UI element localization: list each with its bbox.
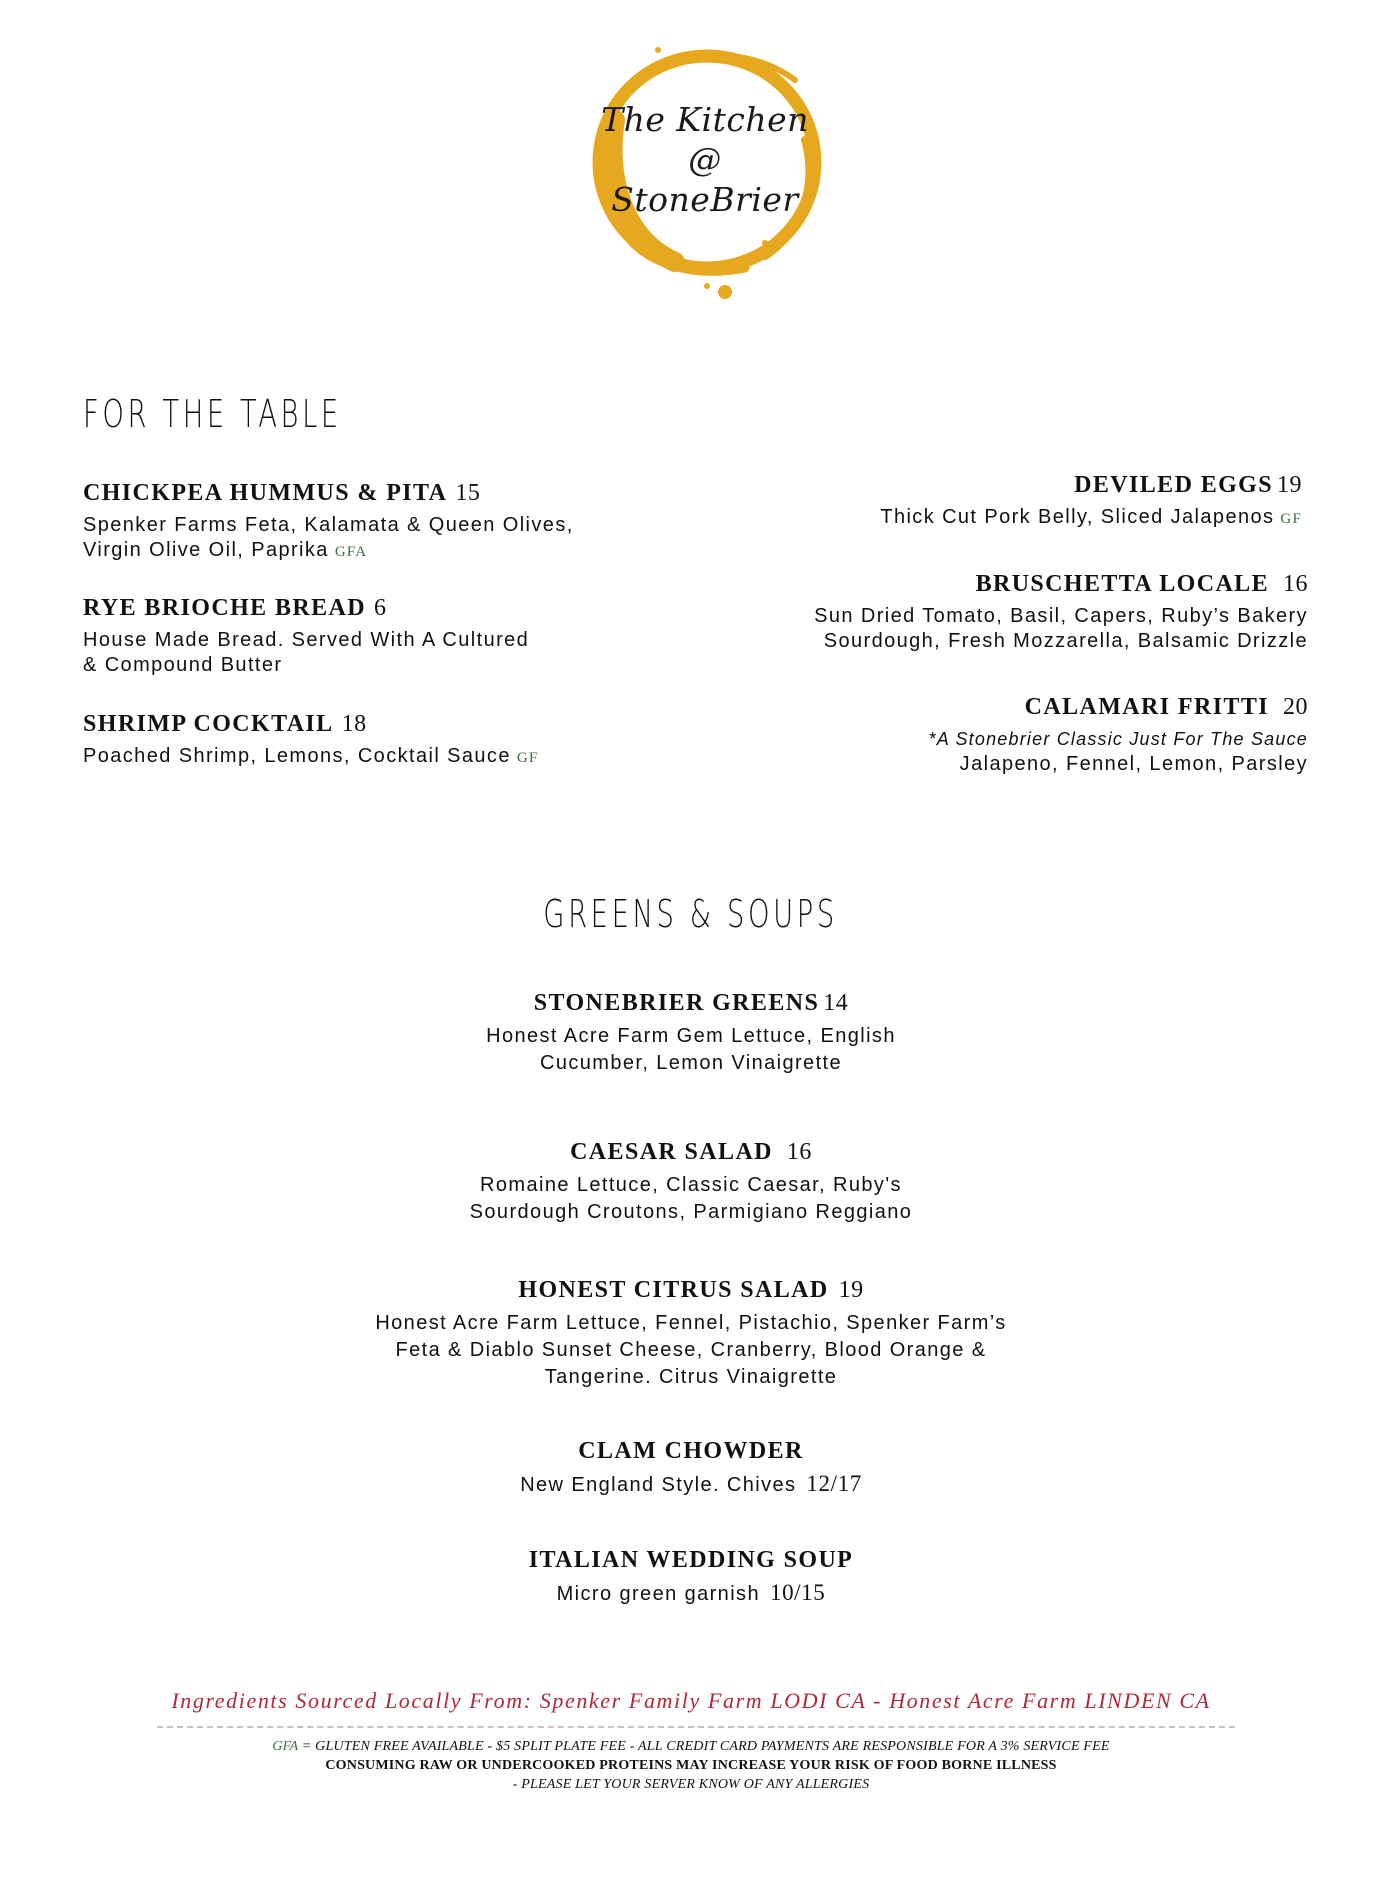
logo-line-3: StoneBrier: [611, 180, 799, 219]
item-title: DEVILED EGGS 19: [1074, 472, 1302, 498]
item-description: New England Style. Chives 12/17: [520, 1471, 862, 1496]
item-description: Romaine Lettuce, Classic Caesar, Ruby's: [480, 1174, 902, 1196]
footer-fee-wrapper: [0, 1737, 1382, 1755]
menu-item-clam-chowder: [0, 1438, 1382, 1498]
section-title-for-the-table: FOR THE TABLE: [83, 392, 342, 436]
item-description: & Compound Butter: [83, 654, 283, 676]
item-description: Sun Dried Tomato, Basil, Capers, Ruby’s Bakery: [814, 605, 1308, 627]
menu-item-chickpea-hummus: [83, 480, 703, 565]
section-title-greens-soups: GREENS & SOUPS: [543, 892, 839, 936]
item-title: CALAMARI FRITTI 20: [1024, 694, 1308, 720]
item-description: Jalapeno, Fennel, Lemon, Parsley: [959, 753, 1308, 775]
footer-sourcing-wrapper: [0, 1688, 1382, 1714]
menu-item-shrimp-cocktail: [83, 711, 703, 771]
item-description: Virgin Olive Oil, Paprika GFA: [83, 539, 368, 561]
item-price: 19: [838, 1277, 864, 1303]
item-price: 20: [1283, 694, 1308, 720]
item-price: 6: [374, 595, 387, 621]
item-description: Thick Cut Pork Belly, Sliced Jalapenos GF: [880, 506, 1302, 528]
restaurant-logo: [555, 30, 855, 310]
item-price: 16: [1283, 571, 1308, 597]
item-title: BRUSCHETTA LOCALE 16: [975, 571, 1308, 597]
item-title: CLAM CHOWDER: [578, 1438, 804, 1464]
gfa-tag: GFA: [334, 544, 368, 560]
item-price: 16: [786, 1139, 812, 1165]
section-title-wrapper: [0, 892, 1382, 936]
item-price: 12/17: [806, 1471, 862, 1496]
menu-item-italian-wedding-soup: [0, 1547, 1382, 1607]
item-description: Feta & Diablo Sunset Cheese, Cranberry, Blood Orange &: [395, 1339, 987, 1361]
logo-line-2: @: [688, 140, 722, 179]
footer-warning-wrapper: [0, 1756, 1382, 1774]
menu-item-caesar-salad: [0, 1139, 1382, 1226]
allergy-note: - PLEASE LET YOUR SERVER KNOW OF ANY ALLERGIES: [512, 1777, 870, 1792]
item-price: 10/15: [769, 1580, 826, 1605]
item-description: Tangerine. Citrus Vinaigrette: [544, 1366, 838, 1388]
item-price: 14: [823, 990, 849, 1016]
item-description: Spenker Farms Feta, Kalamata & Queen Olives,: [83, 514, 574, 536]
item-description: Sourdough Croutons, Parmigiano Reggiano: [469, 1201, 913, 1223]
dashed-divider: [157, 1726, 1235, 1728]
fee-line: GFA = GLUTEN FREE AVAILABLE - $5 SPLIT PLATE FEE - ALL CREDIT CARD PAYMENTS ARE RESPONSIBLE FOR A 3% SERVICE FEE: [272, 1739, 1110, 1754]
item-description: Honest Acre Farm Lettuce, Fennel, Pistachio, Spenker Farm’s: [375, 1312, 1007, 1334]
menu-item-rye-brioche-bread: [83, 595, 703, 678]
item-title: CAESAR SALAD 16: [570, 1139, 812, 1165]
item-title: RYE BRIOCHE BREAD 6: [83, 595, 387, 621]
item-description: Honest Acre Farm Gem Lettuce, English: [486, 1025, 896, 1047]
footer-allergy-wrapper: [0, 1775, 1382, 1793]
menu-item-calamari-fritti: [688, 694, 1308, 777]
item-price: 18: [341, 711, 367, 737]
item-title: STONEBRIER GREENS 14: [533, 990, 849, 1016]
gf-tag: GF: [1280, 511, 1302, 527]
item-title: CHICKPEA HUMMUS & PITA 15: [83, 480, 481, 506]
menu-item-honest-citrus-salad: [0, 1277, 1382, 1391]
item-title: SHRIMP COCKTAIL 18: [83, 711, 367, 737]
item-description: Poached Shrimp, Lemons, Cocktail Sauce GF: [83, 745, 539, 767]
gf-tag: GF: [516, 750, 539, 766]
gfa-key: GFA: [272, 1739, 299, 1754]
item-description: Micro green garnish 10/15: [556, 1580, 826, 1605]
item-note: *A Stonebrier Classic Just For The Sauce: [928, 729, 1308, 749]
item-description: Cucumber, Lemon Vinaigrette: [539, 1052, 843, 1074]
logo-line-1: The Kitchen: [601, 100, 809, 139]
menu-item-stonebrier-greens: [0, 990, 1382, 1077]
item-title: HONEST CITRUS SALAD 19: [518, 1277, 864, 1303]
sourcing-note: Ingredients Sourced Locally From: Spenker Family Farm LODI CA - Honest Acre Farm LINDEN CA: [171, 1688, 1211, 1713]
item-price: 15: [455, 480, 481, 506]
menu-item-bruschetta-locale: [688, 571, 1308, 654]
item-title: ITALIAN WEDDING SOUP: [528, 1547, 854, 1573]
item-price: 19: [1277, 472, 1302, 498]
item-description: Sourdough, Fresh Mozzarella, Balsamic Drizzle: [823, 630, 1308, 652]
menu-item-deviled-eggs: [682, 472, 1302, 532]
item-description: House Made Bread. Served With A Cultured: [83, 629, 530, 651]
raw-food-warning: CONSUMING RAW OR UNDERCOOKED PROTEINS MAY INCREASE YOUR RISK OF FOOD BORNE ILLNESS: [325, 1758, 1057, 1773]
